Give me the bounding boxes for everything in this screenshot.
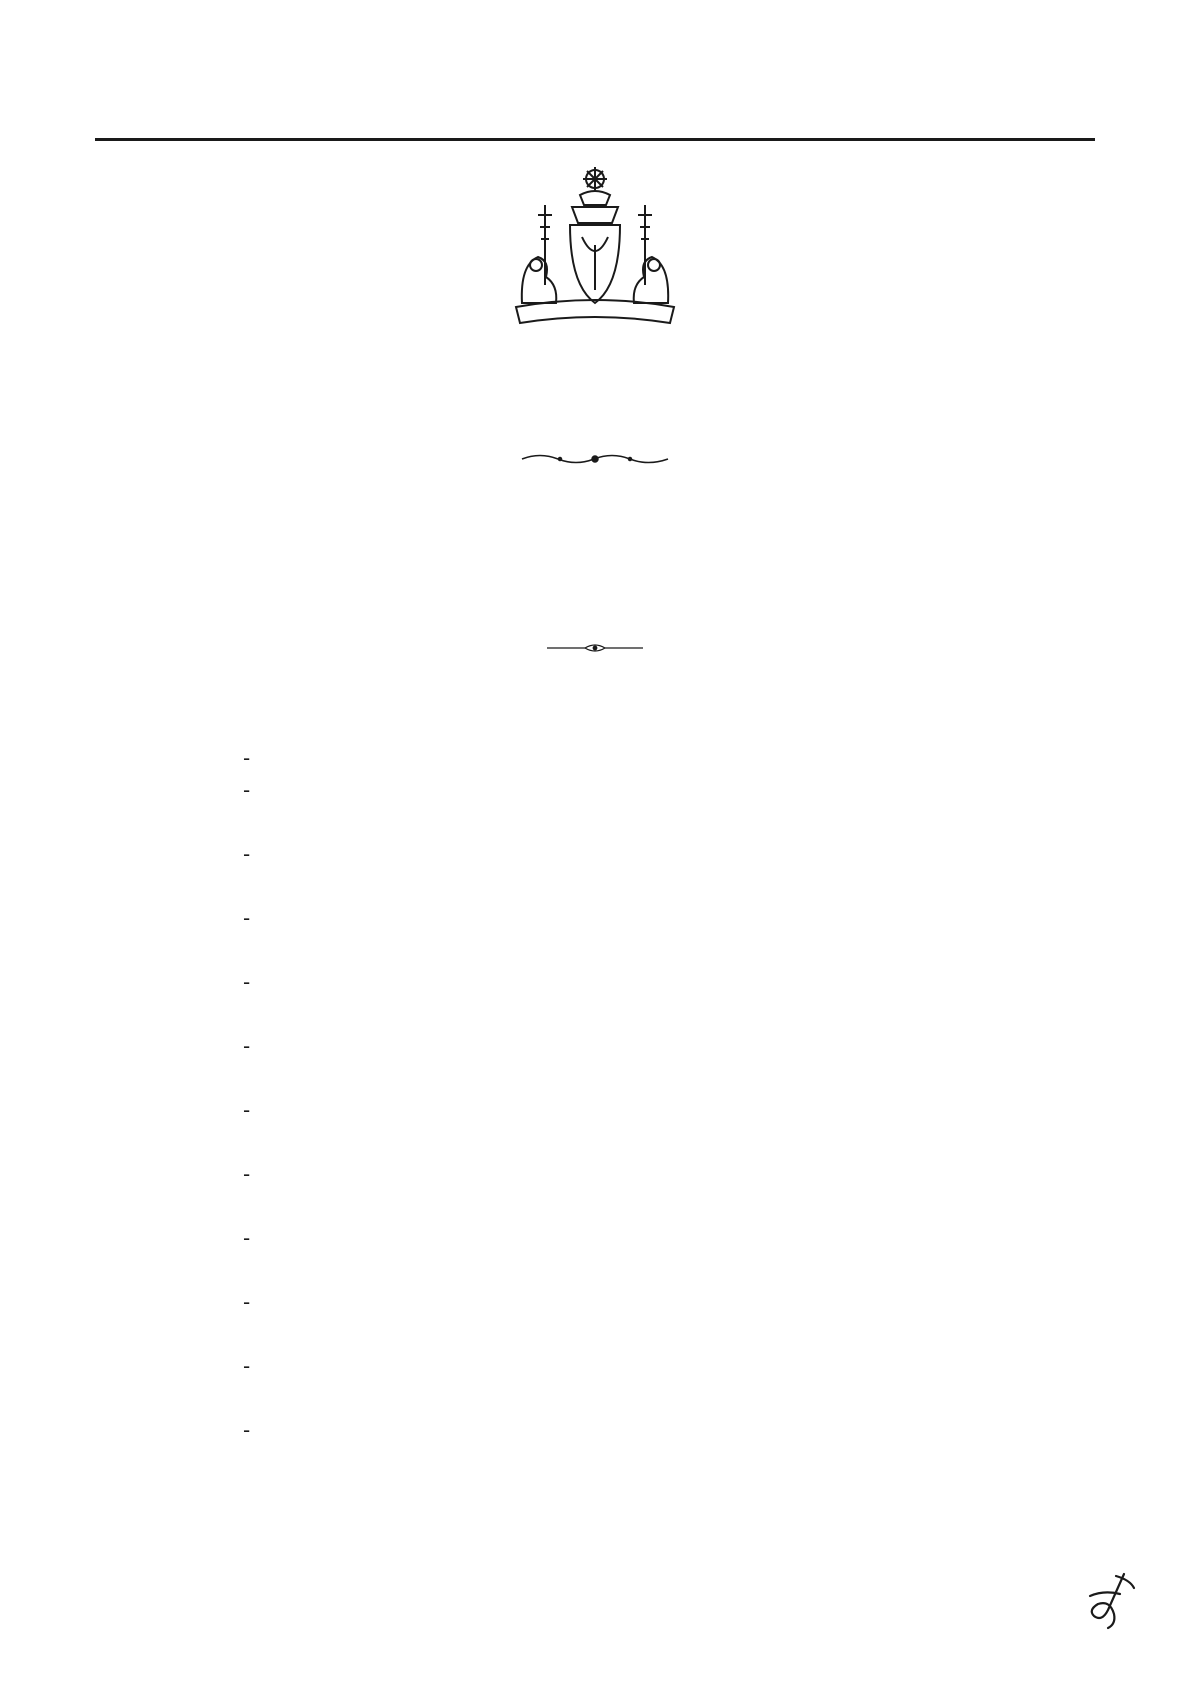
clause-item [243, 1094, 1018, 1158]
clause-item [243, 1414, 1018, 1478]
clause-list [243, 742, 1018, 1478]
clause-item [243, 838, 1018, 902]
clause-item [243, 1286, 1018, 1350]
clause-item [243, 1222, 1018, 1286]
clause-item [243, 902, 1018, 966]
page-number [0, 1520, 1191, 1540]
clause-item [243, 742, 1018, 774]
gazette-header [95, 82, 1095, 132]
header-rule [95, 138, 1095, 141]
initials-signature-icon [1080, 1570, 1140, 1634]
clause-item [243, 1158, 1018, 1222]
ornament-divider-top [520, 450, 670, 468]
clause-item [243, 1030, 1018, 1094]
clause-item [243, 1350, 1018, 1414]
ornament-divider-bottom [545, 642, 645, 654]
clause-item [243, 966, 1018, 1030]
emblem-icon [510, 165, 680, 330]
clause-item [243, 774, 1018, 838]
